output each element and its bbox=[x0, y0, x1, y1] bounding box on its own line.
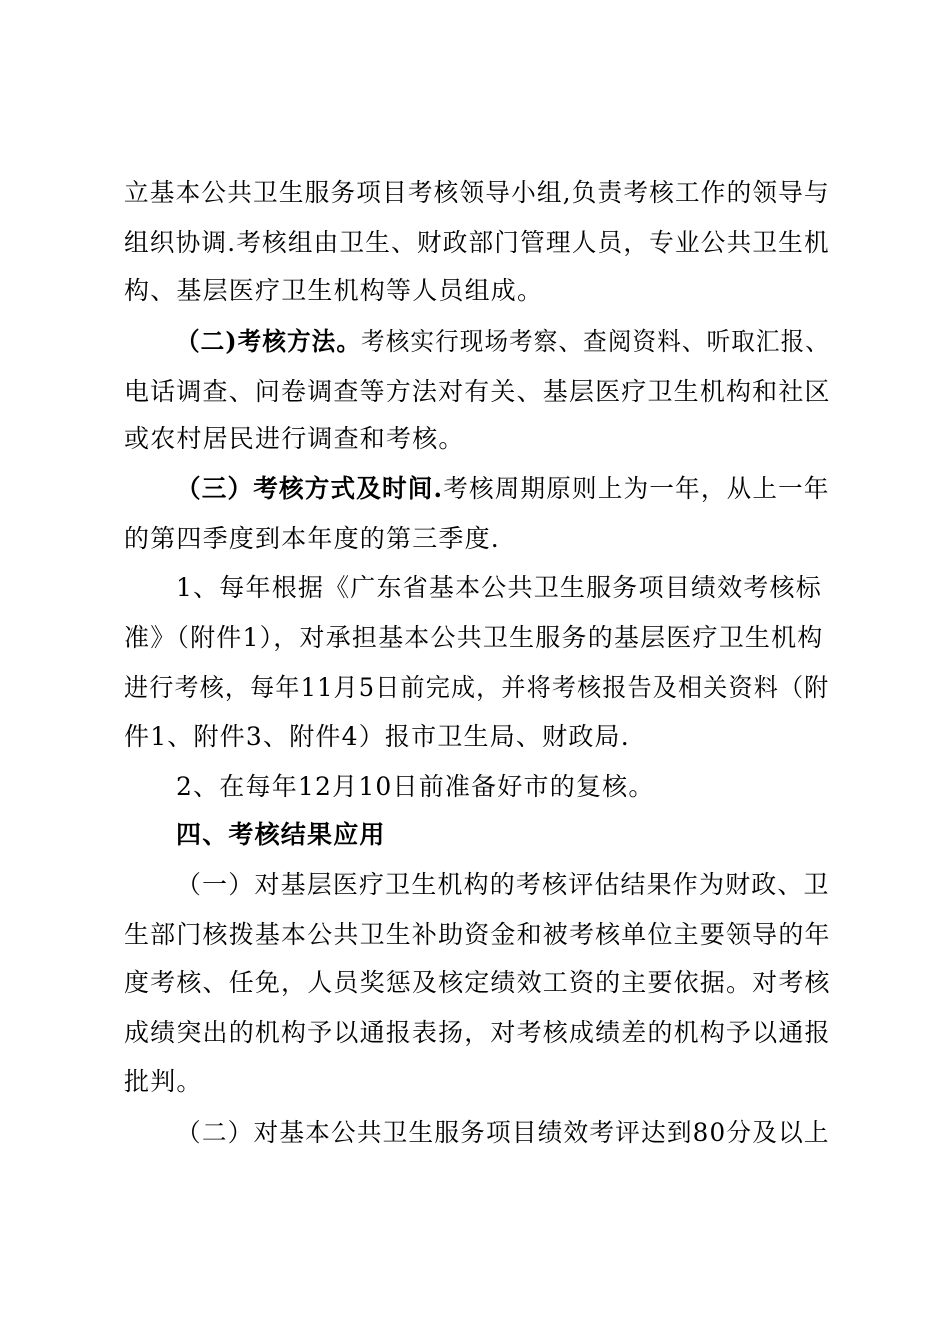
text-line bbox=[124, 173, 830, 213]
text-line bbox=[176, 568, 822, 608]
line-text: 或农村居民进行调查和考核。 bbox=[124, 424, 465, 453]
text-line bbox=[176, 815, 386, 855]
text-line bbox=[124, 717, 630, 757]
line-text: （二）对基本公共卫生服务项目绩效考评达到80分及以上 bbox=[176, 1118, 830, 1147]
line-text: 的第四季度到本年度的第三季度. bbox=[124, 524, 500, 553]
section-heading: （三）考核方式及时间. bbox=[176, 474, 444, 503]
section-heading: 四、考核结果应用 bbox=[176, 820, 386, 849]
text-line bbox=[176, 865, 830, 905]
text-line bbox=[176, 469, 830, 509]
section-heading: （二)考核方法。 bbox=[176, 327, 362, 356]
line-text: 度考核、任免，人员奖惩及核定绩效工资的主要依据。对考核 bbox=[124, 968, 831, 997]
text-line bbox=[124, 668, 829, 708]
line-text: 考核周期原则上为一年，从上一年 bbox=[443, 474, 830, 503]
text-line bbox=[124, 618, 824, 658]
line-text: 2、在每年12月10日前准备好市的复核。 bbox=[176, 772, 655, 801]
text-line bbox=[124, 1062, 203, 1102]
line-text: 准》（附件1），对承担基本公共卫生服务的基层医疗卫生机构 bbox=[124, 623, 824, 652]
line-text: 进行考核，每年11月5日前完成，并将考核报告及相关资料（附 bbox=[124, 673, 830, 702]
text-line bbox=[124, 915, 831, 955]
line-text: 电话调查、问卷调查等方法对有关、基层医疗卫生机构和社区 bbox=[124, 377, 831, 406]
text-line bbox=[124, 372, 831, 412]
line-text: 构、基层医疗卫生机构等人员组成。 bbox=[124, 276, 544, 305]
text-line bbox=[176, 322, 830, 362]
line-text: 组织协调.考核组由卫生、财政部门管理人员，专业公共卫生机 bbox=[124, 228, 830, 257]
text-line bbox=[176, 1113, 830, 1153]
line-text: 生部门核拨基本公共卫生补助资金和被考核单位主要领导的年 bbox=[124, 920, 831, 949]
text-line bbox=[124, 223, 830, 263]
line-text: 考核实行现场考察、查阅资料、听取汇报、 bbox=[361, 327, 830, 356]
text-line bbox=[124, 271, 543, 311]
text-line bbox=[124, 963, 831, 1003]
text-line bbox=[124, 419, 465, 459]
line-text: （一）对基层医疗卫生机构的考核评估结果作为财政、卫 bbox=[176, 870, 830, 899]
line-text: 立基本公共卫生服务项目考核领导小组,负责考核工作的领导与 bbox=[124, 178, 830, 207]
text-line bbox=[124, 1013, 831, 1053]
line-text: 件1、附件3、附件4）报市卫生局、财政局. bbox=[124, 722, 630, 751]
text-line bbox=[124, 519, 500, 559]
line-text: 成绩突出的机构予以通报表扬，对考核成绩差的机构予以通报 bbox=[124, 1018, 831, 1047]
line-text: 批判。 bbox=[124, 1067, 203, 1096]
line-text: 1、每年根据《广东省基本公共卫生服务项目绩效考核标 bbox=[176, 573, 822, 602]
text-line bbox=[176, 767, 655, 807]
